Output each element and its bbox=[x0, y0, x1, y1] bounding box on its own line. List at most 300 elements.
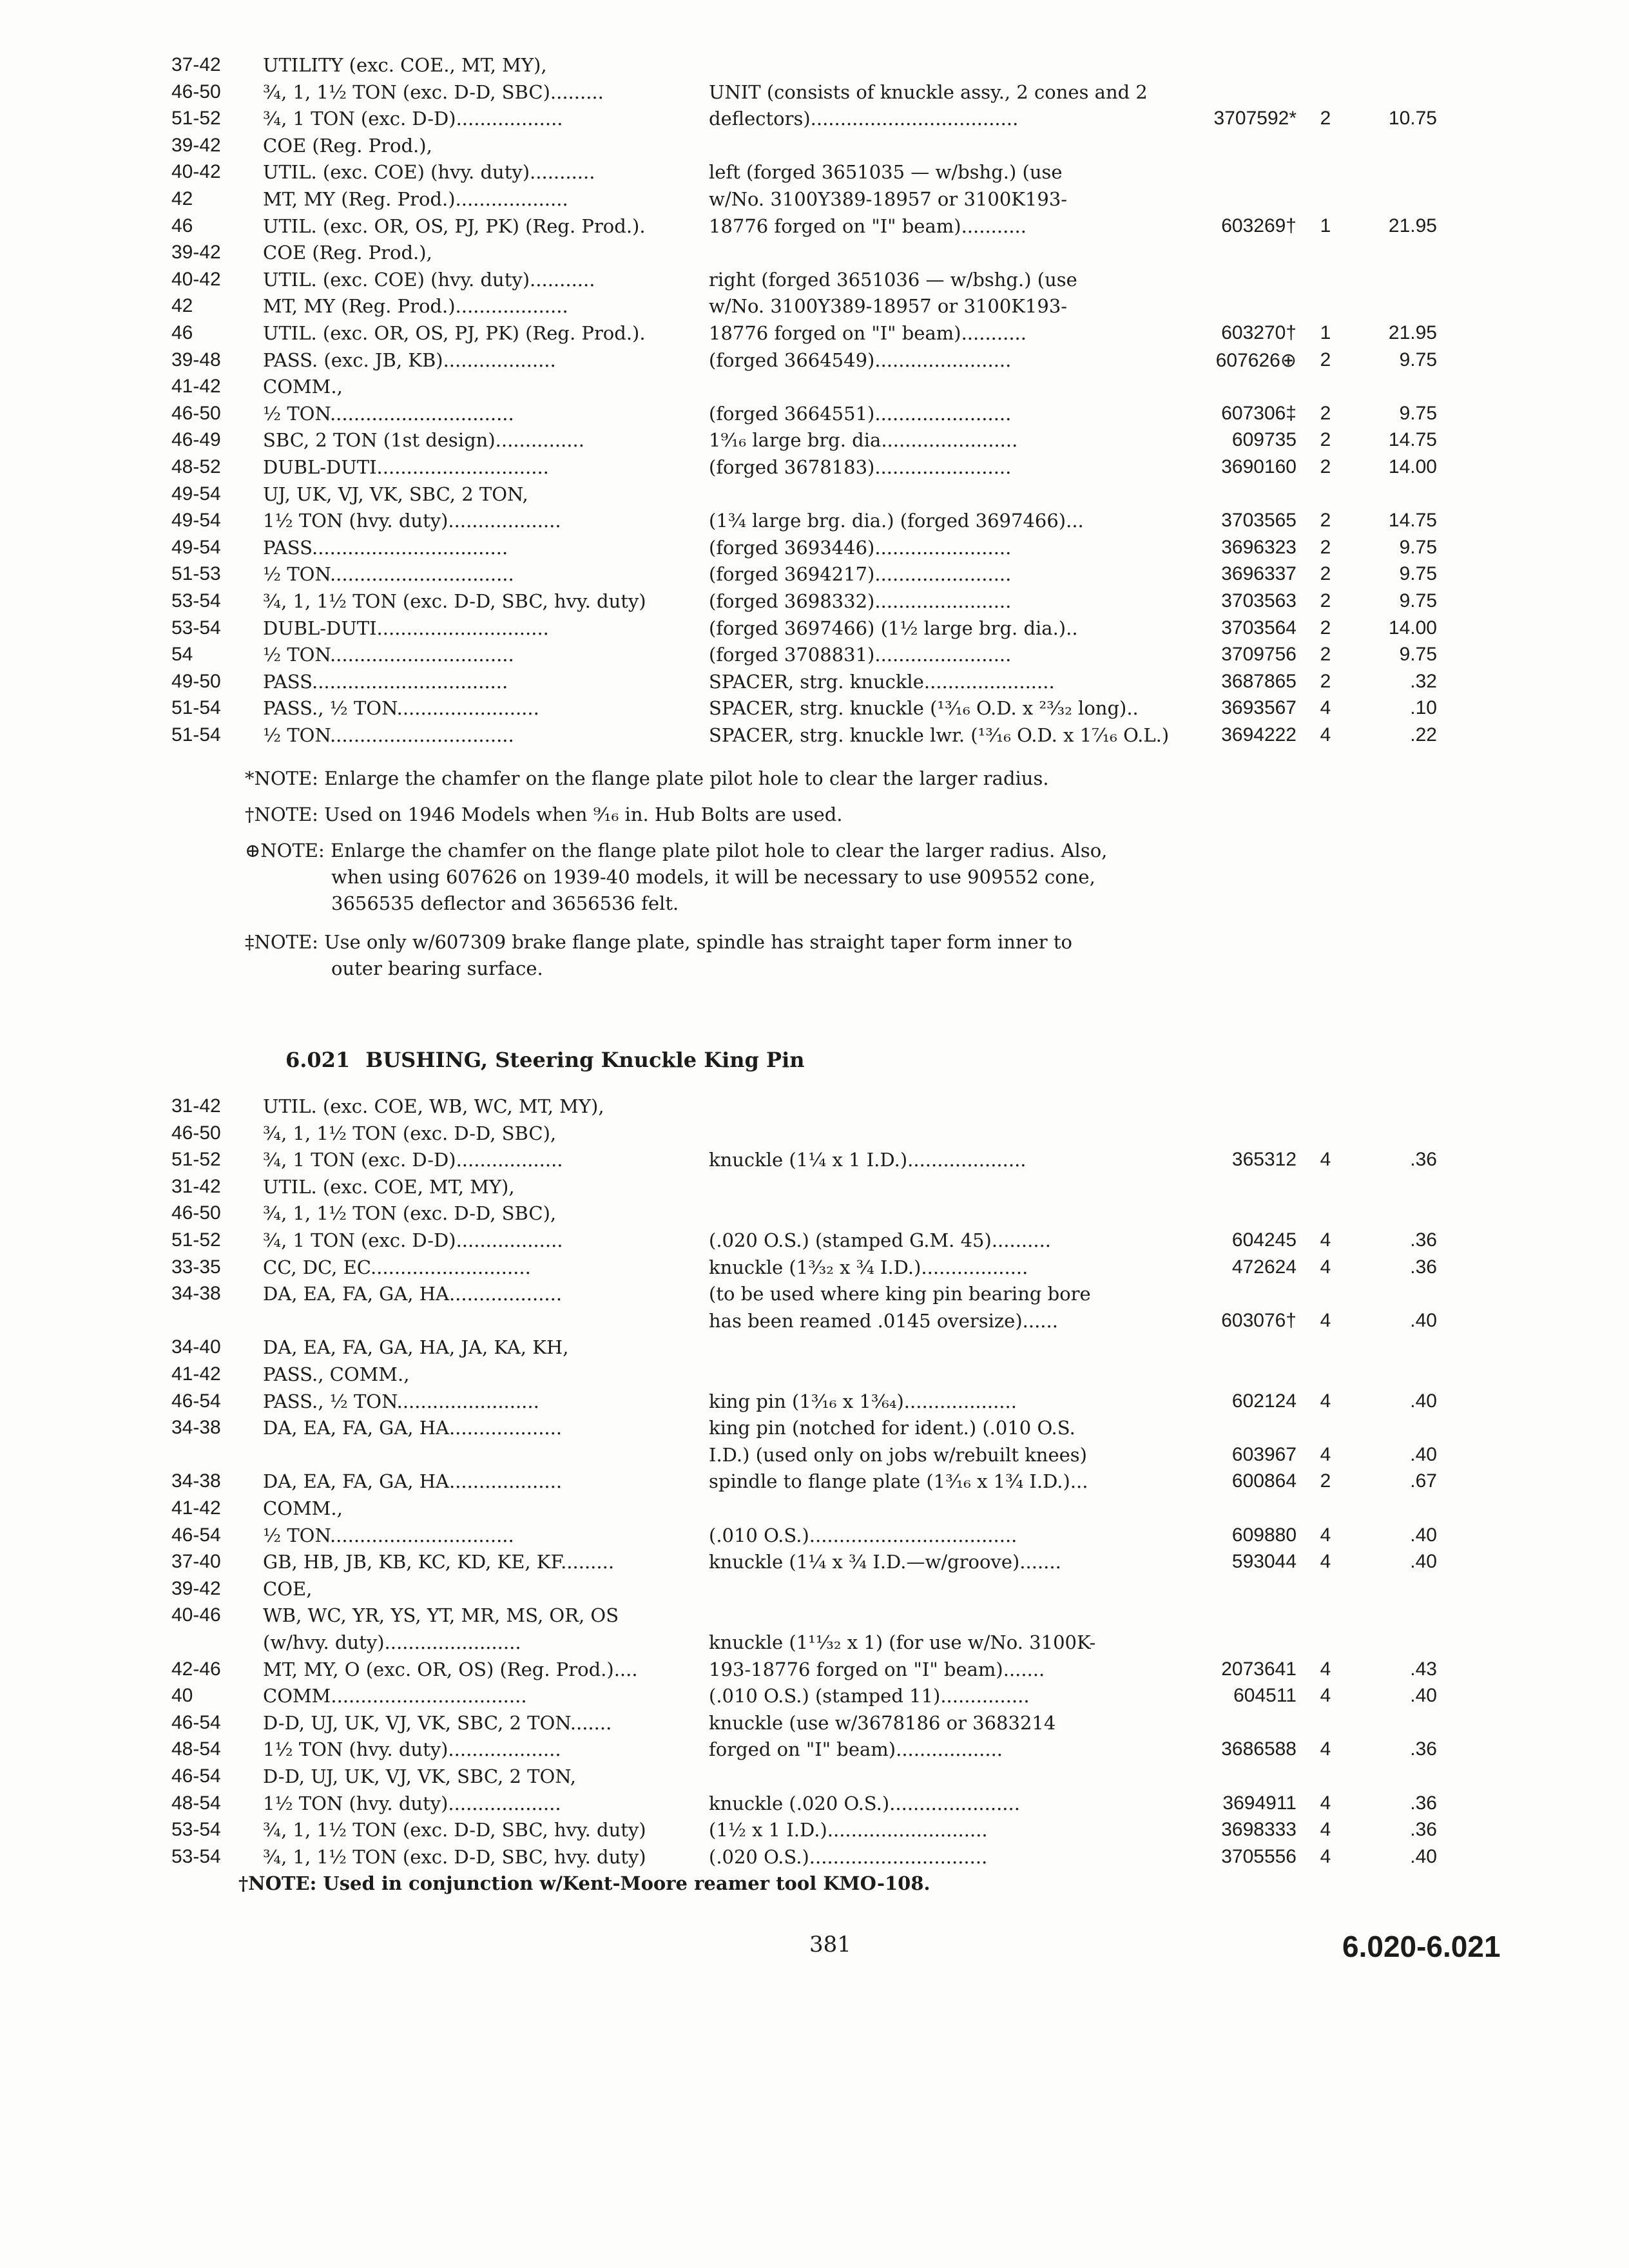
part-number: 603967 bbox=[1231, 1443, 1296, 1465]
table-row bbox=[0, 1122, 1629, 1148]
models-cell: 1½ TON (hvy. duty)................... bbox=[263, 1792, 561, 1814]
part-number: 3696337 bbox=[1221, 563, 1296, 585]
table-row bbox=[0, 376, 1629, 401]
description-cell: (1½ x 1 I.D.)........................... bbox=[709, 1819, 988, 1841]
part-number: 3694222 bbox=[1221, 724, 1296, 745]
description-cell: (forged 3664551)....................... bbox=[709, 402, 1012, 425]
description-cell: (.020 O.S.) (stamped G.M. 45).......... bbox=[709, 1229, 1052, 1251]
description-cell: (forged 3678183)....................... bbox=[709, 456, 1012, 478]
description-cell: (forged 3693446)....................... bbox=[709, 536, 1012, 559]
quantity: 1 bbox=[1320, 322, 1331, 343]
model-years: 49-54 bbox=[171, 510, 221, 532]
part-number: 607306‡ bbox=[1221, 402, 1296, 424]
model-years: 40-46 bbox=[171, 1604, 221, 1626]
part-number: 3707592* bbox=[1213, 108, 1296, 130]
quantity: 4 bbox=[1320, 1390, 1331, 1412]
models-cell: MT, MY (Reg. Prod.)................... bbox=[263, 295, 568, 318]
price: .36 bbox=[1410, 1792, 1437, 1814]
part-number: 604511 bbox=[1233, 1685, 1296, 1707]
model-years: 31-42 bbox=[171, 1095, 221, 1117]
model-years: 46-54 bbox=[171, 1524, 221, 1546]
models-cell: ¾, 1 TON (exc. D-D).................. bbox=[263, 1229, 563, 1251]
models-cell: UJ, UK, VJ, VK, SBC, 2 TON, bbox=[263, 483, 528, 505]
models-cell: D-D, UJ, UK, VJ, VK, SBC, 2 TON, bbox=[263, 1765, 576, 1787]
model-years: 51-53 bbox=[171, 563, 221, 585]
models-cell: ½ TON............................... bbox=[263, 563, 514, 586]
price: 9.75 bbox=[1399, 563, 1437, 585]
description-cell: SPACER, strg. knuckle...................... bbox=[709, 670, 1055, 693]
table-row bbox=[0, 1819, 1629, 1845]
quantity: 2 bbox=[1320, 590, 1331, 611]
description-cell: 18776 forged on "I" beam)........... bbox=[709, 322, 1027, 344]
quantity: 1 bbox=[1320, 215, 1331, 236]
table-row bbox=[0, 590, 1629, 616]
quantity: 4 bbox=[1320, 1819, 1331, 1841]
table-row bbox=[0, 1176, 1629, 1202]
models-cell: COE, bbox=[263, 1577, 313, 1600]
quantity: 4 bbox=[1320, 724, 1331, 745]
model-years: 46-54 bbox=[171, 1711, 221, 1733]
table-row bbox=[0, 1229, 1629, 1255]
note-line: 3656535 deflector and 3656536 felt. bbox=[331, 892, 679, 914]
model-years: 39-42 bbox=[171, 134, 221, 156]
table-row bbox=[0, 537, 1629, 562]
table-row bbox=[0, 1470, 1629, 1496]
models-cell: COMM., bbox=[263, 1497, 343, 1519]
table-row bbox=[0, 1283, 1629, 1309]
table-row bbox=[0, 1497, 1629, 1523]
table-row bbox=[0, 1658, 1629, 1684]
part-number: 604245 bbox=[1231, 1229, 1296, 1251]
note bbox=[245, 929, 1179, 982]
models-cell: ¾, 1, 1½ TON (exc. D-D, SBC, hvy. duty) bbox=[263, 1819, 646, 1841]
models-cell: WB, WC, YR, YS, YT, MR, MS, OR, OS bbox=[263, 1604, 619, 1627]
description-cell: (.010 O.S.)................................... bbox=[709, 1524, 1017, 1546]
price: .40 bbox=[1410, 1524, 1437, 1546]
footnote: †NOTE: Used in conjunction w/Kent-Moore reamer tool KMO-108. bbox=[238, 1872, 930, 1894]
model-years: 39-42 bbox=[171, 242, 221, 264]
table-row bbox=[0, 671, 1629, 697]
models-cell: COE (Reg. Prod.), bbox=[263, 134, 432, 157]
model-years: 48-54 bbox=[171, 1792, 221, 1814]
quantity: 2 bbox=[1320, 402, 1331, 424]
table-row bbox=[0, 1310, 1629, 1336]
model-years: 46-54 bbox=[171, 1765, 221, 1787]
part-number: 3703564 bbox=[1221, 617, 1296, 639]
table-row bbox=[0, 322, 1629, 348]
model-years: 42 bbox=[171, 295, 193, 317]
description-cell: king pin (1³⁄₁₆ x 1³⁄₆₄)................... bbox=[709, 1390, 1017, 1412]
models-cell: UTIL. (exc. COE) (hvy. duty)........... bbox=[263, 161, 595, 184]
table-row bbox=[0, 1095, 1629, 1121]
models-cell: SBC, 2 TON (1st design)............... bbox=[263, 429, 584, 452]
price: .40 bbox=[1410, 1551, 1437, 1573]
description-cell: (forged 3694217)....................... bbox=[709, 563, 1012, 586]
table-row bbox=[0, 617, 1629, 643]
price: .36 bbox=[1410, 1149, 1437, 1171]
price: .40 bbox=[1410, 1443, 1437, 1465]
section-heading bbox=[285, 1048, 820, 1072]
price: 9.75 bbox=[1399, 644, 1437, 666]
models-cell: DA, EA, FA, GA, HA................... bbox=[263, 1417, 563, 1439]
price: .40 bbox=[1410, 1685, 1437, 1707]
table-row bbox=[0, 295, 1629, 321]
description-cell: has been reamed .0145 oversize)...... bbox=[709, 1309, 1058, 1332]
price: .67 bbox=[1410, 1470, 1437, 1492]
model-years: 53-54 bbox=[171, 1819, 221, 1841]
models-cell: DA, EA, FA, GA, HA, JA, KA, KH, bbox=[263, 1336, 569, 1359]
quantity: 4 bbox=[1320, 1256, 1331, 1278]
table-row bbox=[0, 242, 1629, 267]
models-cell: 1½ TON (hvy. duty)................... bbox=[263, 510, 561, 532]
description-cell: 18776 forged on "I" beam)........... bbox=[709, 215, 1027, 237]
description-cell: knuckle (1¼ x 1 I.D.).................... bbox=[709, 1149, 1027, 1171]
table-row bbox=[0, 1765, 1629, 1791]
quantity: 4 bbox=[1320, 1738, 1331, 1760]
price: .36 bbox=[1410, 1229, 1437, 1251]
model-years: 34-40 bbox=[171, 1336, 221, 1358]
table-row bbox=[0, 510, 1629, 535]
models-cell: UTIL. (exc. OR, OS, PJ, PK) (Reg. Prod.). bbox=[263, 322, 646, 344]
model-years: 54 bbox=[171, 644, 193, 666]
quantity: 4 bbox=[1320, 1229, 1331, 1251]
part-number: 3690160 bbox=[1221, 456, 1296, 477]
model-years: 51-54 bbox=[171, 697, 221, 719]
table-row bbox=[0, 1524, 1629, 1550]
model-years: 48-52 bbox=[171, 456, 221, 477]
quantity: 4 bbox=[1320, 1309, 1331, 1331]
models-cell: ¾, 1, 1½ TON (exc. D-D, SBC, hvy. duty) bbox=[263, 1845, 646, 1868]
table-row bbox=[0, 349, 1629, 375]
note-line: when using 607626 on 1939-40 models, it will be necessary to use 909552 cone, bbox=[331, 866, 1095, 888]
models-cell: PASS., ½ TON........................ bbox=[263, 1390, 539, 1412]
description-cell: w/No. 3100Y389-18957 or 3100K193- bbox=[709, 295, 1068, 318]
price: 21.95 bbox=[1388, 322, 1437, 343]
note bbox=[245, 838, 1179, 917]
quantity: 4 bbox=[1320, 1551, 1331, 1573]
description-cell: 1⁹⁄₁₆ large brg. dia....................... bbox=[709, 429, 1018, 452]
model-years: 46-54 bbox=[171, 1390, 221, 1412]
model-years: 48-54 bbox=[171, 1738, 221, 1760]
part-number: 3696323 bbox=[1221, 536, 1296, 558]
price: .32 bbox=[1410, 670, 1437, 692]
price: .36 bbox=[1410, 1819, 1437, 1841]
description-cell: forged on "I" beam).................. bbox=[709, 1738, 1003, 1761]
description-cell: (forged 3664549)....................... bbox=[709, 349, 1012, 371]
models-cell: DA, EA, FA, GA, HA................... bbox=[263, 1283, 563, 1305]
price: 14.75 bbox=[1388, 429, 1437, 451]
description-cell: left (forged 3651035 — w/bshg.) (use bbox=[709, 161, 1063, 184]
table-row bbox=[0, 1256, 1629, 1282]
part-number: 593044 bbox=[1231, 1551, 1296, 1573]
price: 9.75 bbox=[1399, 349, 1437, 370]
model-years: 49-54 bbox=[171, 536, 221, 558]
table-row bbox=[0, 215, 1629, 241]
model-years: 53-54 bbox=[171, 617, 221, 639]
models-cell: ½ TON............................... bbox=[263, 1524, 514, 1546]
models-cell: PASS. (exc. JB, KB)................... bbox=[263, 349, 556, 371]
table-row bbox=[0, 1444, 1629, 1470]
models-cell: UTIL. (exc. COE) (hvy. duty)........... bbox=[263, 268, 595, 291]
models-cell: UTIL. (exc. COE, WB, WC, MT, MY), bbox=[263, 1095, 604, 1117]
quantity: 2 bbox=[1320, 456, 1331, 477]
table-row bbox=[0, 456, 1629, 482]
page-number: 381 bbox=[809, 1932, 851, 1957]
models-cell: PASS................................. bbox=[263, 536, 508, 559]
models-cell: GB, HB, JB, KB, KC, KD, KE, KF......... bbox=[263, 1551, 615, 1573]
model-years: 40 bbox=[171, 1685, 193, 1707]
note-line: *NOTE: Enlarge the chamfer on the flange plate pilot hole to clear the larger radius. bbox=[245, 767, 1049, 789]
quantity: 2 bbox=[1320, 429, 1331, 451]
table-row bbox=[0, 483, 1629, 509]
models-cell: PASS., COMM., bbox=[263, 1363, 410, 1385]
section-number: 6.021 bbox=[285, 1048, 351, 1072]
model-years: 34-38 bbox=[171, 1283, 221, 1305]
price: 21.95 bbox=[1388, 215, 1437, 236]
quantity: 2 bbox=[1320, 536, 1331, 558]
part-number: 603076† bbox=[1221, 1309, 1296, 1331]
price: .43 bbox=[1410, 1658, 1437, 1680]
price: 10.75 bbox=[1388, 108, 1437, 130]
models-cell: (w/hvy. duty)....................... bbox=[263, 1631, 521, 1653]
part-number: 3705556 bbox=[1221, 1845, 1296, 1867]
price: .40 bbox=[1410, 1309, 1437, 1331]
description-cell: 193-18776 forged on "I" beam)....... bbox=[709, 1658, 1045, 1680]
model-years: 53-54 bbox=[171, 1845, 221, 1867]
table-row bbox=[0, 1551, 1629, 1577]
section-range: 6.020-6.021 bbox=[1342, 1930, 1501, 1963]
part-number: 603269† bbox=[1221, 215, 1296, 236]
description-cell: w/No. 3100Y389-18957 or 3100K193- bbox=[709, 188, 1068, 210]
description-cell: right (forged 3651036 — w/bshg.) (use bbox=[709, 268, 1077, 291]
table-row bbox=[0, 1336, 1629, 1362]
table-row bbox=[0, 108, 1629, 133]
model-years: 49-50 bbox=[171, 670, 221, 692]
description-cell: (forged 3697466) (1½ large brg. dia.).. bbox=[709, 617, 1078, 639]
model-years: 51-52 bbox=[171, 1229, 221, 1251]
table-row bbox=[0, 429, 1629, 455]
table-row bbox=[0, 1202, 1629, 1228]
table-row bbox=[0, 1604, 1629, 1630]
quantity: 4 bbox=[1320, 1792, 1331, 1814]
note-line: outer bearing surface. bbox=[331, 957, 543, 979]
description-cell: knuckle (1¼ x ¾ I.D.—w/groove)....... bbox=[709, 1551, 1061, 1573]
part-number: 602124 bbox=[1231, 1390, 1296, 1412]
models-cell: ¾, 1, 1½ TON (exc. D-D, SBC)......... bbox=[263, 81, 604, 103]
model-years: 40-42 bbox=[171, 268, 221, 290]
table-row bbox=[0, 1738, 1629, 1764]
model-years: 31-42 bbox=[171, 1175, 221, 1197]
models-cell: DUBL-DUTI............................. bbox=[263, 617, 549, 639]
model-years: 37-42 bbox=[171, 54, 221, 75]
model-years: 41-42 bbox=[171, 376, 221, 398]
part-number: 609880 bbox=[1231, 1524, 1296, 1546]
model-years: 46 bbox=[171, 322, 193, 343]
model-years: 42 bbox=[171, 188, 193, 209]
note-line: ‡NOTE: Use only w/607309 brake flange plate, spindle has straight taper form inner to bbox=[245, 931, 1072, 953]
part-number: 365312 bbox=[1231, 1149, 1296, 1171]
model-years: 53-54 bbox=[171, 590, 221, 611]
quantity: 2 bbox=[1320, 510, 1331, 532]
quantity: 2 bbox=[1320, 108, 1331, 130]
model-years: 39-42 bbox=[171, 1577, 221, 1599]
section-title: BUSHING, Steering Knuckle King Pin bbox=[365, 1048, 805, 1072]
table-row bbox=[0, 724, 1629, 750]
part-number: 472624 bbox=[1231, 1256, 1296, 1278]
table-row bbox=[0, 1149, 1629, 1175]
models-cell: ¾, 1 TON (exc. D-D).................. bbox=[263, 108, 563, 130]
price: .36 bbox=[1410, 1738, 1437, 1760]
quantity: 2 bbox=[1320, 644, 1331, 666]
table-row bbox=[0, 1631, 1629, 1657]
price: .10 bbox=[1410, 697, 1437, 719]
quantity: 4 bbox=[1320, 1443, 1331, 1465]
description-cell: knuckle (1¹¹⁄₃₂ x 1) (for use w/No. 3100K- bbox=[709, 1631, 1096, 1653]
note-line: ⊕NOTE: Enlarge the chamfer on the flange plate pilot hole to clear the larger radius. Also, bbox=[245, 840, 1108, 861]
quantity: 2 bbox=[1320, 1470, 1331, 1492]
price: 9.75 bbox=[1399, 402, 1437, 424]
models-cell: ¾, 1 TON (exc. D-D).................. bbox=[263, 1149, 563, 1171]
description-cell: SPACER, strg. knuckle lwr. (¹³⁄₁₆ O.D. x 1⁷⁄₁₆ O.L.) bbox=[709, 724, 1170, 746]
table-row bbox=[0, 644, 1629, 669]
model-years: 40-42 bbox=[171, 161, 221, 183]
price: .40 bbox=[1410, 1390, 1437, 1412]
models-cell: ¾, 1, 1½ TON (exc. D-D, SBC), bbox=[263, 1202, 557, 1225]
description-cell: (forged 3708831)....................... bbox=[709, 644, 1012, 666]
part-number: 603270† bbox=[1221, 322, 1296, 343]
model-years: 46-50 bbox=[171, 1122, 221, 1144]
quantity: 4 bbox=[1320, 1658, 1331, 1680]
models-cell: UTIL. (exc. COE, MT, MY), bbox=[263, 1175, 515, 1198]
model-years: 41-42 bbox=[171, 1363, 221, 1385]
model-years: 37-40 bbox=[171, 1551, 221, 1573]
models-cell: D-D, UJ, UK, VJ, VK, SBC, 2 TON....... bbox=[263, 1711, 612, 1734]
models-cell: COMM................................. bbox=[263, 1685, 527, 1707]
model-years: 51-54 bbox=[171, 724, 221, 745]
table-row bbox=[0, 1846, 1629, 1872]
quantity: 2 bbox=[1320, 617, 1331, 639]
models-cell: COMM., bbox=[263, 376, 343, 398]
models-cell: ½ TON............................... bbox=[263, 644, 514, 666]
quantity: 4 bbox=[1320, 1845, 1331, 1867]
model-years: 33-35 bbox=[171, 1256, 221, 1278]
table-row bbox=[0, 697, 1629, 723]
price: 9.75 bbox=[1399, 590, 1437, 611]
description-cell: (1¾ large brg. dia.) (forged 3697466)... bbox=[709, 510, 1084, 532]
model-years: 42-46 bbox=[171, 1658, 221, 1680]
price: .22 bbox=[1410, 724, 1437, 745]
table-row bbox=[0, 269, 1629, 294]
table-row bbox=[0, 135, 1629, 160]
models-cell: DUBL-DUTI............................. bbox=[263, 456, 549, 478]
table-row bbox=[0, 1390, 1629, 1416]
table-row bbox=[0, 1792, 1629, 1818]
description-cell: (to be used where king pin bearing bore bbox=[709, 1283, 1091, 1305]
note-line: †NOTE: Used on 1946 Models when ⁹⁄₁₆ in. Hub Bolts are used. bbox=[245, 803, 843, 825]
table-row bbox=[0, 188, 1629, 214]
price: 14.00 bbox=[1388, 617, 1437, 639]
quantity: 2 bbox=[1320, 349, 1331, 370]
part-number: 3686588 bbox=[1221, 1738, 1296, 1760]
models-cell: ½ TON............................... bbox=[263, 724, 514, 746]
description-cell: knuckle (use w/3678186 or 3683214 bbox=[709, 1711, 1056, 1734]
table-row bbox=[0, 81, 1629, 107]
models-cell: ½ TON............................... bbox=[263, 402, 514, 425]
models-cell: CC, DC, EC........................... bbox=[263, 1256, 531, 1278]
quantity: 4 bbox=[1320, 1149, 1331, 1171]
models-cell: DA, EA, FA, GA, HA................... bbox=[263, 1470, 563, 1493]
quantity: 2 bbox=[1320, 563, 1331, 585]
model-years: 39-48 bbox=[171, 349, 221, 370]
price: 14.75 bbox=[1388, 510, 1437, 532]
table-row bbox=[0, 1685, 1629, 1711]
description-cell: knuckle (1³⁄₃₂ x ¾ I.D.).................. bbox=[709, 1256, 1028, 1278]
description-cell: (.020 O.S.).............................. bbox=[709, 1845, 988, 1868]
description-cell: (forged 3698332)....................... bbox=[709, 590, 1012, 612]
table-row bbox=[0, 1417, 1629, 1443]
model-years: 51-52 bbox=[171, 108, 221, 130]
table-row bbox=[0, 563, 1629, 589]
models-cell: UTIL. (exc. OR, OS, PJ, PK) (Reg. Prod.). bbox=[263, 215, 646, 237]
note bbox=[245, 765, 1179, 792]
quantity: 4 bbox=[1320, 1685, 1331, 1707]
model-years: 34-38 bbox=[171, 1417, 221, 1439]
models-cell: UTILITY (exc. COE., MT, MY), bbox=[263, 54, 547, 76]
part-number: 600864 bbox=[1231, 1470, 1296, 1492]
models-cell: ¾, 1, 1½ TON (exc. D-D, SBC, hvy. duty) bbox=[263, 590, 646, 612]
description-cell: I.D.) (used only on jobs w/rebuilt knees) bbox=[709, 1443, 1087, 1466]
table-row bbox=[0, 403, 1629, 428]
model-years: 41-42 bbox=[171, 1497, 221, 1519]
note bbox=[245, 802, 1179, 828]
quantity: 4 bbox=[1320, 1524, 1331, 1546]
part-number: 607626⊕ bbox=[1215, 349, 1296, 371]
models-cell: MT, MY, O (exc. OR, OS) (Reg. Prod.).... bbox=[263, 1658, 638, 1680]
models-cell: MT, MY (Reg. Prod.)................... bbox=[263, 188, 568, 210]
description-cell: deflectors)................................... bbox=[709, 108, 1019, 130]
model-years: 46-50 bbox=[171, 81, 221, 102]
quantity: 2 bbox=[1320, 670, 1331, 692]
model-years: 46-50 bbox=[171, 1202, 221, 1224]
part-number: 2073641 bbox=[1221, 1658, 1296, 1680]
price: 9.75 bbox=[1399, 536, 1437, 558]
part-number: 3693567 bbox=[1221, 697, 1296, 719]
part-number: 3709756 bbox=[1221, 644, 1296, 666]
table-row bbox=[0, 1712, 1629, 1738]
models-cell: ¾, 1, 1½ TON (exc. D-D, SBC), bbox=[263, 1122, 557, 1144]
model-years: 46 bbox=[171, 215, 193, 236]
part-number: 3703563 bbox=[1221, 590, 1296, 611]
model-years: 49-54 bbox=[171, 483, 221, 505]
table-row bbox=[0, 54, 1629, 80]
model-years: 46-50 bbox=[171, 402, 221, 424]
description-cell: king pin (notched for ident.) (.010 O.S. bbox=[709, 1417, 1075, 1439]
price: .36 bbox=[1410, 1256, 1437, 1278]
description-cell: UNIT (consists of knuckle assy., 2 cones and 2 bbox=[709, 81, 1148, 103]
description-cell: knuckle (.020 O.S.)...................... bbox=[709, 1792, 1020, 1814]
table-row bbox=[0, 161, 1629, 187]
description-cell: SPACER, strg. knuckle (¹³⁄₁₆ O.D. x ²³⁄₃₂ long).. bbox=[709, 697, 1139, 720]
price: 14.00 bbox=[1388, 456, 1437, 477]
part-number: 3694911 bbox=[1222, 1792, 1296, 1814]
part-number: 3698333 bbox=[1221, 1819, 1296, 1841]
models-cell: PASS................................. bbox=[263, 670, 508, 693]
model-years: 51-52 bbox=[171, 1149, 221, 1171]
models-cell: PASS., ½ TON........................ bbox=[263, 697, 539, 720]
quantity: 4 bbox=[1320, 697, 1331, 719]
part-number: 3687865 bbox=[1221, 670, 1296, 692]
part-number: 3703565 bbox=[1221, 510, 1296, 532]
